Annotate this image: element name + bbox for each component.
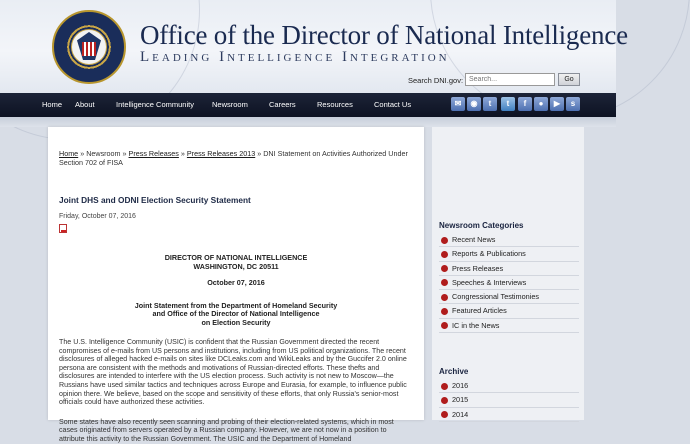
bullet-icon <box>441 265 448 272</box>
flickr-icon[interactable]: ● <box>534 97 548 111</box>
article-title: Joint DHS and ODNI Election Security Statement <box>59 195 251 205</box>
archive-heading: Archive <box>439 367 469 376</box>
category-label: Congressional Testimonies <box>452 292 540 302</box>
breadcrumb-newsroom: Newsroom <box>86 149 121 158</box>
breadcrumb-separator: » <box>180 149 185 158</box>
facebook-icon[interactable]: f <box>518 97 532 111</box>
nav-item-careers[interactable]: Careers <box>269 100 296 109</box>
breadcrumb-separator: » <box>122 149 127 158</box>
nav-shadow-band <box>0 117 616 127</box>
breadcrumb-current: DNI Statement on Activities Authorized Under Section 702 of FISA <box>59 149 408 167</box>
bullet-icon <box>441 308 448 315</box>
bullet-icon <box>441 294 448 301</box>
org-line-1: DIRECTOR OF NATIONAL INTELLIGENCE <box>164 253 308 262</box>
category-congressional-testimonies[interactable] <box>439 290 579 304</box>
twitter-icon[interactable]: t <box>501 97 515 111</box>
youtube-icon[interactable]: ▶ <box>550 97 564 111</box>
search-input[interactable] <box>465 73 555 86</box>
sidebar <box>432 127 584 420</box>
site-title[interactable]: Office of the Director of National Intelligence <box>140 20 628 50</box>
mail-icon[interactable]: ✉ <box>451 97 465 111</box>
archive-year-label: 2016 <box>452 381 469 390</box>
site-header <box>0 0 628 93</box>
article-date: Friday, October 07, 2016 <box>59 213 136 220</box>
category-press-releases[interactable] <box>439 262 579 276</box>
category-featured-articles[interactable] <box>439 304 579 318</box>
bullet-icon <box>441 279 448 286</box>
bullet-icon <box>441 322 448 329</box>
nav-item-contact-us[interactable]: Contact Us <box>374 100 412 109</box>
archive-year-label: 2015 <box>452 395 469 405</box>
org-line-2: WASHINGTON, DC 20511 <box>193 261 279 271</box>
archive-list <box>439 379 579 422</box>
scribd-icon[interactable]: s <box>566 97 580 111</box>
search-go-button[interactable]: Go <box>558 73 580 86</box>
breadcrumb-separator: » <box>80 149 85 158</box>
archive-year[interactable] <box>439 379 579 393</box>
tumblr-icon[interactable]: t <box>483 97 497 111</box>
breadcrumb-home[interactable]: Home <box>59 149 79 158</box>
nav-item-home[interactable]: Home <box>42 100 63 109</box>
statement-line-2: and Office of the Director of National Intelligence <box>152 309 320 318</box>
category-label: Featured Articles <box>452 306 507 316</box>
main-content <box>48 127 424 443</box>
category-ic-in-the-news[interactable] <box>439 319 579 333</box>
statement-date: October 07, 2016 <box>207 278 265 287</box>
article-paragraph-2: Some states have also recently seen scanning and probing of their election-related systems, which in most cases originated from servers operated by a Russian company. However, we are not now in a position to attribute this activity to the Russian Government. The USIC and the Department of Homeland <box>59 417 394 443</box>
category-recent-news[interactable] <box>439 233 579 247</box>
rss-icon[interactable]: ◉ <box>467 97 481 111</box>
pdf-icon[interactable] <box>59 224 67 233</box>
search-label: Search DNI.gov: <box>408 76 464 85</box>
category-label: Reports & Publications <box>452 249 526 259</box>
nav-item-intelligence-community[interactable]: Intelligence Community <box>116 100 194 109</box>
bullet-icon <box>441 251 448 258</box>
archive-year-label: 2014 <box>452 409 469 419</box>
category-label: Speeches & Interviews <box>452 277 527 287</box>
nav-item-resources[interactable]: Resources <box>317 100 353 109</box>
bullet-icon <box>441 411 448 418</box>
odni-seal-logo[interactable] <box>52 10 126 84</box>
newsroom-categories-heading: Newsroom Categories <box>439 221 524 230</box>
breadcrumb-press-releases-2013[interactable]: Press Releases 2013 <box>186 149 256 158</box>
archive-year[interactable] <box>439 408 579 422</box>
breadcrumb-separator: » <box>257 149 262 158</box>
breadcrumb-press-releases[interactable]: Press Releases <box>128 149 179 158</box>
newsroom-categories-list <box>439 233 579 333</box>
article-paragraph-1: The U.S. Intelligence Community (USIC) is confident that the Russian Government directed the recent compromises of e-mails from US persons and institutions, including from US political organizations. The recent disclosures of alleged hacked e-mails on sites like DCLeaks.com and WikiLeaks and by the Guccifer 2.0 online persona are consistent with the methods and motivations of Russian-directed efforts. These thefts and disclosures are intended to interfere with the US election process. Such activity is not new to Moscow—the Russians have used similar tactics and techniques across Europe and Eurasia, for example, to influence public opinion there. We believe, based on the scope and sensitivity of these efforts, that only Russia's senior-most officials could have authorized these activities. <box>59 338 407 407</box>
category-label: IC in the News <box>452 320 500 330</box>
breadcrumb <box>59 149 413 167</box>
nav-item-newsroom[interactable]: Newsroom <box>212 100 248 109</box>
nav-item-about[interactable]: About <box>75 100 95 109</box>
category-speeches-interviews[interactable] <box>439 276 579 290</box>
bullet-icon <box>441 237 448 244</box>
archive-year[interactable] <box>439 393 579 407</box>
statement-line-1: Joint Statement from the Department of Homeland Security <box>134 300 338 310</box>
category-label: Recent News <box>452 235 496 244</box>
bullet-icon <box>441 397 448 404</box>
category-label: Press Releases <box>452 263 504 273</box>
site-subtitle: Leading Intelligence Integration <box>140 49 450 65</box>
statement-line-3: on Election Security <box>201 317 271 327</box>
bullet-icon <box>441 383 448 390</box>
category-reports-publications[interactable] <box>439 247 579 261</box>
